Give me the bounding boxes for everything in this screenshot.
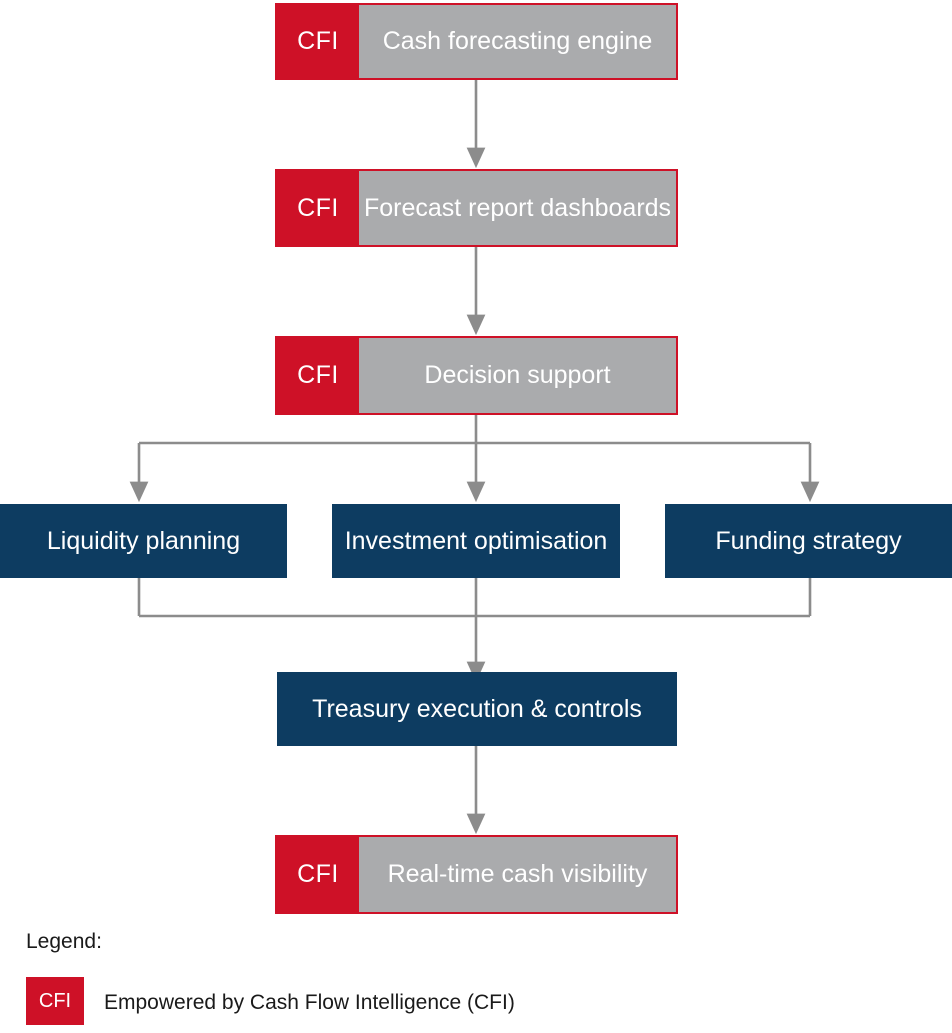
cfi-tag: CFI <box>277 171 359 245</box>
node-real-time-cash-visibility[interactable] <box>275 835 678 914</box>
node-decision-support[interactable] <box>275 336 678 415</box>
node-label: Cash forecasting engine <box>359 5 676 78</box>
cfi-tag: CFI <box>277 837 359 912</box>
node-cash-forecasting-engine[interactable] <box>275 3 678 80</box>
node-label: Forecast report dashboards <box>359 171 676 245</box>
cfi-tag: CFI <box>277 338 359 413</box>
node-label: Funding strategy <box>715 526 902 555</box>
legend-title: Legend: <box>26 930 102 953</box>
node-label: Treasury execution & controls <box>312 694 642 723</box>
node-treasury-execution-controls[interactable] <box>277 672 677 746</box>
node-label: Investment optimisation <box>344 526 608 555</box>
cfi-tag: CFI <box>277 5 359 78</box>
legend-description: Empowered by Cash Flow Intelligence (CFI) <box>104 991 515 1014</box>
node-forecast-report-dashboards[interactable] <box>275 169 678 247</box>
node-label: Decision support <box>359 338 676 413</box>
node-label: Liquidity planning <box>46 526 241 555</box>
node-investment-optimisation[interactable] <box>332 504 620 578</box>
legend-cfi-swatch: CFI <box>26 977 84 1025</box>
node-liquidity-planning[interactable] <box>0 504 287 578</box>
node-funding-strategy[interactable] <box>665 504 952 578</box>
node-label: Real-time cash visibility <box>359 837 676 912</box>
